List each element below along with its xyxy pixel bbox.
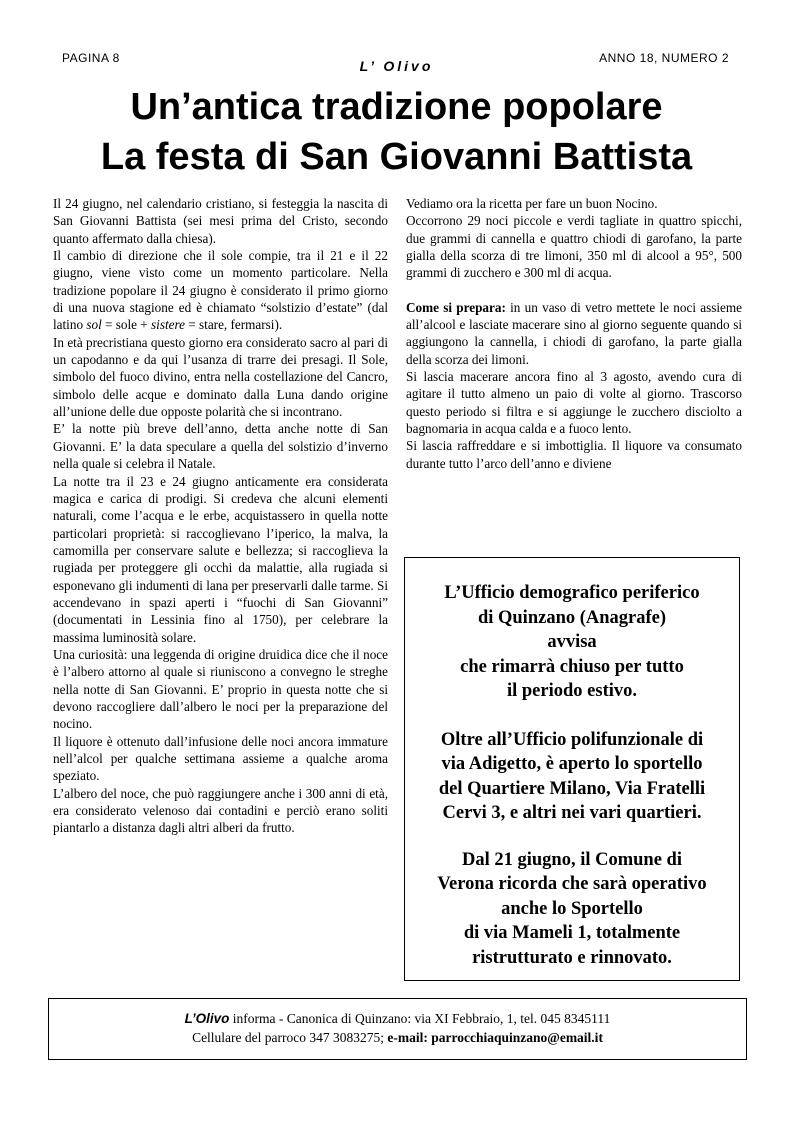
- notice-line: Dal 21 giugno, il Comune di: [462, 849, 682, 870]
- paragraph: L’albero del noce, che può raggiungere anche i 300 anni di età, era considerato velenoso dai contadini e perciò erano soliti piantarlo a distanza dagli altri alberi da frutto.: [53, 785, 388, 836]
- footer-email-label: e-mail:: [387, 1030, 428, 1045]
- notice-block: [405, 728, 739, 826]
- notice-line: Oltre all’Ufficio polifunzionale di: [440, 729, 704, 750]
- footer-contact: informa - Canonica di Quinzano: via XI Febbraio, 1, tel. 045 8345111: [229, 1011, 611, 1026]
- paragraph: E’ la notte più breve dell’anno, detta anche notte di San Giovanni. E’ la data speculare a quella del solstizio d’inverno nella quale si celebra il Natale.: [53, 421, 388, 472]
- paragraph: Si lascia macerare ancora fino al 3 agosto, avendo cura di agitare il tutto almeno un paio di volte al giorno. Trascorso questo periodo si filtra e si aggiunge le zucchero disciolto a bagnomaria in acqua calda e a fuoco lento.: [406, 369, 742, 437]
- notice-line: di via Mameli 1, totalmente: [463, 923, 681, 943]
- paragraph-text: Il cambio di direzione che il sole compie, tra il 21 e il 22 giugno, viene visto come un momento particolare. Nella tradizione popolare il 24 giugno è considerato il primo giorno di una nuova stagione ed è chiamato “solstizio d’estate” (dal latino: [53, 248, 388, 333]
- paragraph-text: = sole +: [101, 317, 152, 333]
- paragraph: Il 24 giugno, nel calendario cristiano, si festeggia la nascita di San Giovanni Battista (sei mesi prima del Cristo, secondo quanto affermato dalla chiesa).: [53, 196, 388, 246]
- notice-line: ristrutturato e rinnovato.: [472, 947, 672, 968]
- notice-block: [405, 558, 739, 704]
- paragraph: Il liquore è ottenuto dall’infusione delle noci ancora immature nell’alcol per qualche settimana assieme a qualche aroma speziato.: [53, 733, 388, 784]
- latin-term: sol: [86, 317, 102, 333]
- footer-box: [48, 998, 747, 1060]
- recipe-heading: Come si prepara:: [406, 299, 506, 315]
- paragraph: Occorrono 29 noci piccole e verdi tagliate in quattro spicchi, due grammi di cannella e quattro chiodi di garofano, la parte gialla della scorza di tre limoni, 350 ml di alcool a 95°, 500 grammi di zucchero e 300 ml di acqua.: [406, 213, 742, 281]
- paragraph: Si lascia raffreddare e si imbottiglia. Il liquore va consumato durante tutto l’arco dell’anno e diviene: [406, 438, 742, 471]
- notice-line: L’Ufficio demografico periferico: [444, 583, 700, 603]
- paragraph: In età precristiana questo giorno era considerato sacro al pari di un capodanno e da qui l’usanza di trarre dei presagi. Il Sole, simbolo del fuoco divino, entra nella costellazione del Cancro, simbolo delle acque e dominato dalla Luna dando origine all’unione delle due opposte polarità che si incontrano.: [53, 334, 388, 420]
- notice-line: anche lo Sportello: [501, 898, 643, 919]
- notice-line: che rimarrà chiuso per tutto: [460, 656, 684, 677]
- paragraph-gap: [406, 282, 742, 299]
- notice-line: il periodo estivo.: [506, 681, 637, 701]
- masthead-logo: L’ Olivo: [359, 58, 434, 74]
- footer-email: parrocchiaquinzano@email.it: [427, 1030, 603, 1045]
- notice-block: [405, 848, 739, 971]
- notice-line: del Quartiere Milano, Via Fratelli: [438, 778, 706, 799]
- notice-box: [404, 557, 740, 981]
- left-column: [53, 195, 388, 837]
- notice-line: via Adigetto, è aperto lo sportello: [441, 754, 703, 774]
- issue-number: ANNO 18, NUMERO 2: [599, 51, 729, 65]
- paragraph: Vediamo ora la ricetta per fare un buon Nocino.: [406, 196, 658, 211]
- paragraph: La notte tra il 23 e 24 giugno anticamente era considerata magica e carica di prodigi. Si credeva che alcuni elementi naturali, come l’acqua e le erbe, acquistassero in quella notte particolari proprietà: si raccoglievano l’iperico, la malva, la camomilla per conservare salute e bellezza; si raccoglieva la rugiada per proteggere gli occhi da malattie, alla rugiada si esponevano gli indumenti di lana per preservarli dalle tarme. Si accendevano in spazi aperti i “fuochi di San Giovanni” (documentati in Lessinia fino al 1750), per celebrare la massima luminosità solare.: [53, 473, 388, 645]
- article-title-line2: La festa di San Giovanni Battista: [100, 136, 693, 178]
- article-title-line1: Un’antica tradizione popolare: [130, 86, 663, 128]
- latin-term: sistere: [151, 317, 185, 333]
- notice-line: di Quinzano (Anagrafe): [477, 607, 667, 628]
- footer-line2: [49, 1028, 746, 1047]
- page-number: PAGINA 8: [62, 51, 120, 65]
- right-column: [406, 195, 742, 543]
- notice-line: Cervi 3, e altri nei vari quartieri.: [442, 803, 702, 823]
- paragraph: Una curiosità: una leggenda di origine druidica dice che il noce è l’albero attorno al quale si riuniscono a convegno le streghe nella notte di San Giovanni. E’ proprio in questa notte che si devono raccogliere dall’albero le noci per la preparazione del nocino.: [53, 646, 388, 732]
- notice-line: avvisa: [547, 632, 597, 652]
- notice-line: Verona ricorda che sarà operativo: [437, 874, 707, 894]
- paragraph: [53, 247, 388, 334]
- footer-phone: Cellulare del parroco 347 3083275;: [192, 1030, 388, 1045]
- footer-line1: [49, 1009, 746, 1028]
- paragraph-text: in un vaso di vetro mettete le noci assieme all’alcool e lasciate macerare sino al giorno seguente quando si aggiungono la cannella, i chiodi di garofano, la parte gialla della scorza dei limoni.: [406, 299, 742, 367]
- paragraph: [406, 299, 742, 368]
- footer-brand: L’Olivo: [184, 1011, 230, 1026]
- paragraph-text: = stare, fermarsi).: [185, 317, 283, 333]
